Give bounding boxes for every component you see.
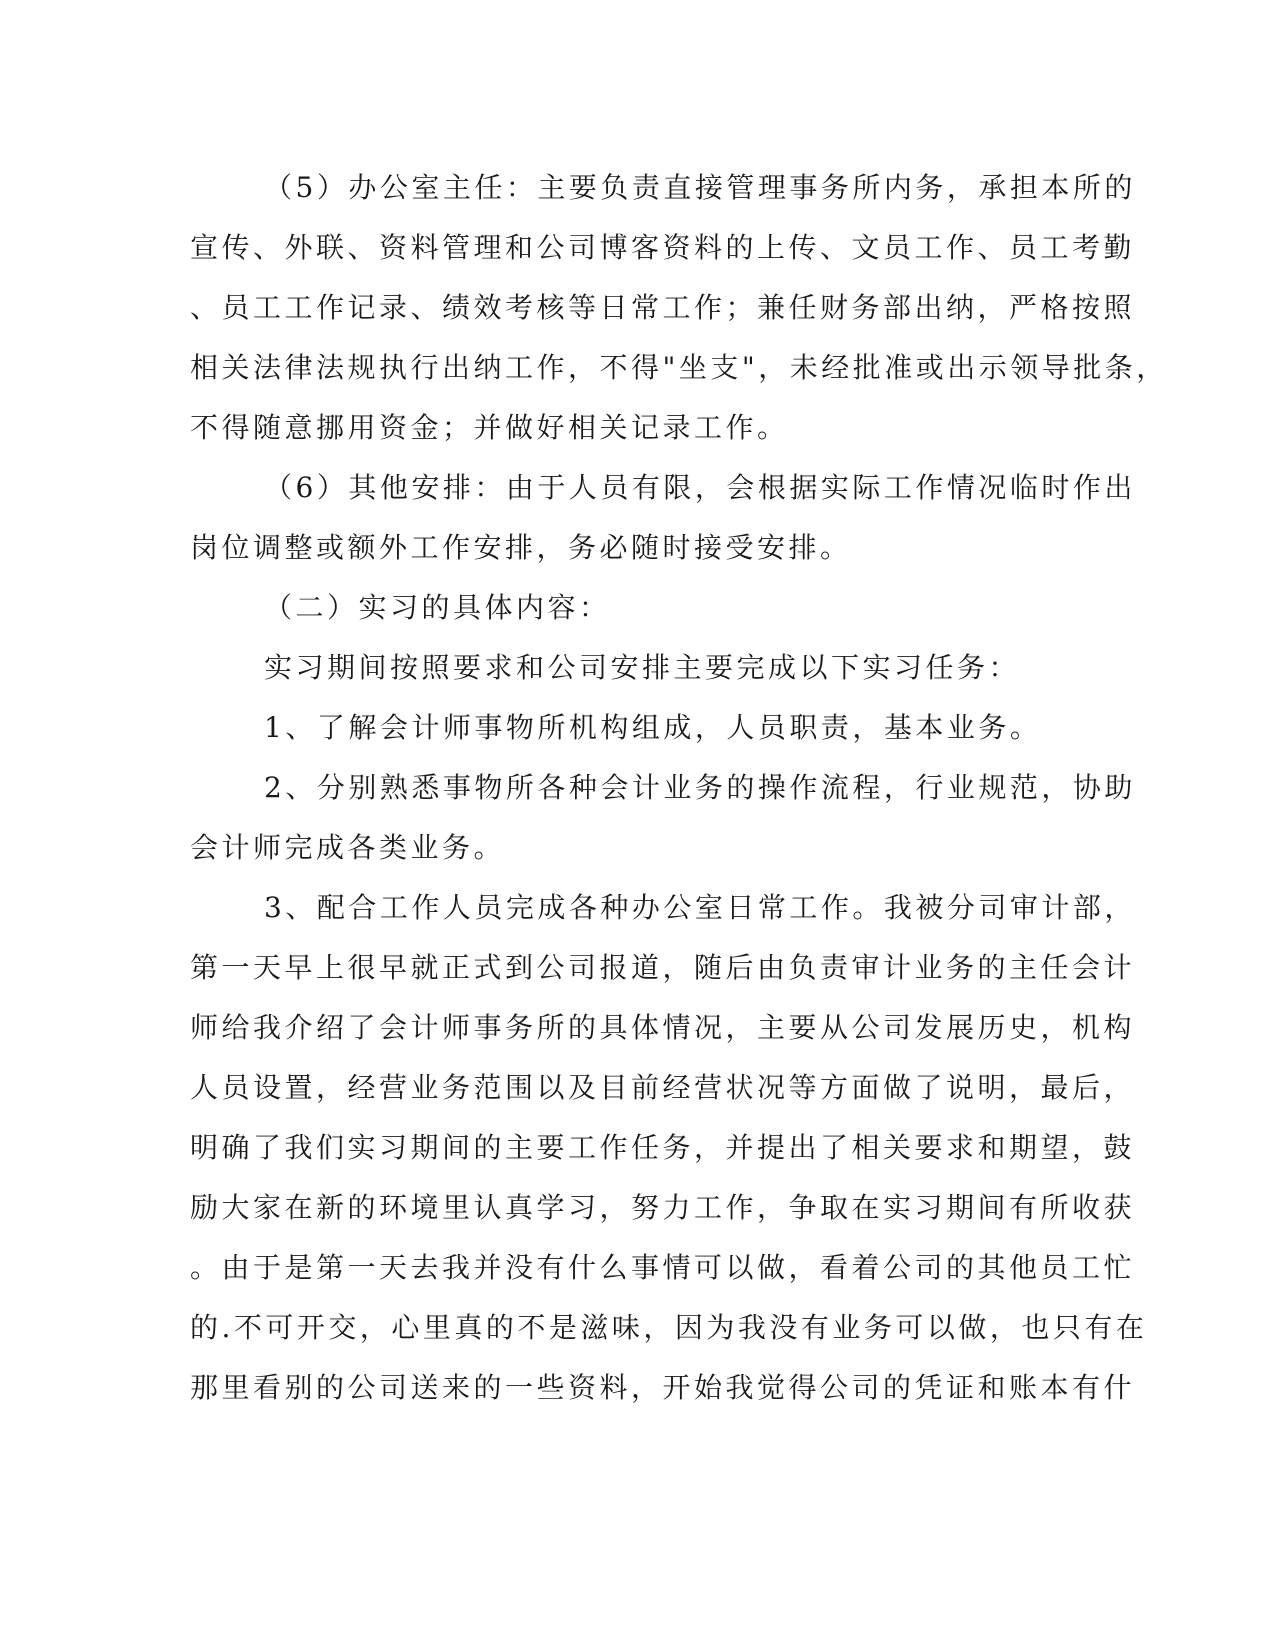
text-line: 师给我介绍了会计师事务所的具体情况，主要从公司发展历史，机构 <box>190 1011 1136 1044</box>
text-line: （5）办公室主任：主要负责直接管理事务所内务，承担本所的 <box>264 171 1136 204</box>
text-line: 1、了解会计师事物所机构组成，人员职责，基本业务。 <box>264 711 1042 744</box>
text-line: 、员工工作记录、绩效考核等日常工作；兼任财务部出纳，严格按照 <box>190 291 1136 324</box>
text-line: 第一天早上很早就正式到公司报道，随后由负责审计业务的主任会计 <box>190 951 1136 984</box>
paragraph-office-director <box>190 158 1168 458</box>
text-line: 实习期间按照要求和公司安排主要完成以下实习任务： <box>264 651 1021 684</box>
paragraph-intro <box>190 638 1070 698</box>
text-line: 相关法律法规执行出纳工作，不得"坐支"，未经批准或出示领导批条， <box>190 351 1168 384</box>
list-item-2 <box>190 758 1136 878</box>
list-item-3 <box>190 878 1148 1418</box>
document-body <box>190 158 1168 1418</box>
text-line: 2、分别熟悉事物所各种会计业务的操作流程，行业规范，协助 <box>264 771 1136 804</box>
text-line: 3、配合工作人员完成各种办公室日常工作。我被分司审计部， <box>264 891 1136 924</box>
text-line: 。由于是第一天去我并没有什么事情可以做，看着公司的其他员工忙 <box>190 1251 1136 1284</box>
text-line: 宣传、外联、资料管理和公司博客资料的上传、文员工作、员工考勤 <box>190 231 1136 264</box>
text-line: 那里看别的公司送来的一些资料，开始我觉得公司的凭证和账本有什 <box>190 1371 1136 1404</box>
text-line: 明确了我们实习期间的主要工作任务，并提出了相关要求和期望，鼓 <box>190 1131 1136 1164</box>
text-line: 不得随意挪用资金；并做好相关记录工作。 <box>190 411 789 444</box>
section-heading-internship-content <box>190 578 1070 638</box>
text-line: 会计师完成各类业务。 <box>190 831 506 864</box>
text-line: （6）其他安排：由于人员有限，会根据实际工作情况临时作出 <box>264 471 1136 504</box>
paragraph-other-arrangements <box>190 458 1136 578</box>
text-line: （二）实习的具体内容： <box>264 591 611 624</box>
text-line: 励大家在新的环境里认真学习，努力工作，争取在实习期间有所收获 <box>190 1191 1136 1224</box>
text-line: 的.不可开交，心里真的不是滋味，因为我没有业务可以做，也只有在 <box>190 1311 1148 1344</box>
text-line: 人员设置，经营业务范围以及目前经营状况等方面做了说明，最后， <box>190 1071 1136 1104</box>
list-item-1 <box>190 698 1070 758</box>
text-line: 岗位调整或额外工作安排，务必随时接受安排。 <box>190 531 852 564</box>
